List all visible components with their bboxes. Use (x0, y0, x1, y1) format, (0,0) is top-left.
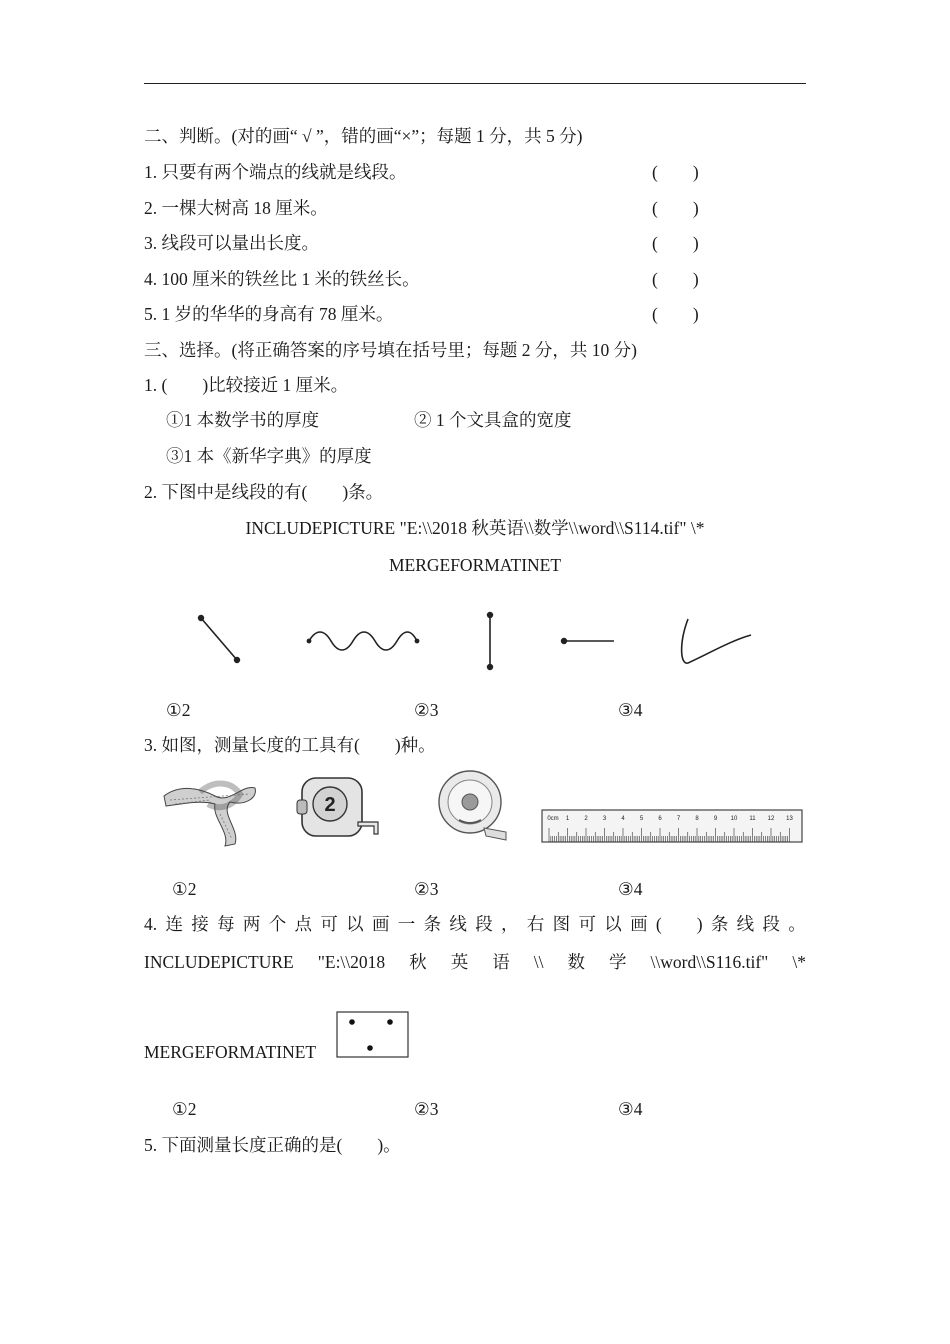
q2-figure-lines (190, 605, 770, 680)
judge-item-3: 3. 线段可以量出长度。 (144, 233, 319, 253)
q4-option-2[interactable]: ②3 (414, 1099, 439, 1119)
q4-include-word: 英 (450, 952, 469, 972)
q4-include-word: 学 (608, 952, 627, 972)
q4-stem-word: 一 (397, 914, 416, 934)
q1-option-2[interactable]: ② 1 个文具盒的宽度 (414, 410, 572, 430)
q4-stem-word: 。 (788, 914, 806, 934)
q2-mergeformat-field: MERGEFORMATINET (388, 555, 562, 575)
ruler-number: 13 (786, 816, 793, 822)
q4-stem-word: 两 (242, 914, 261, 934)
q5-stem: 5. 下面测量长度正确的是( )。 (144, 1135, 401, 1155)
soft-tape-measure-image (160, 774, 260, 850)
judge-answer-4[interactable]: ( ) (652, 269, 699, 289)
q4-include-word: \\word\\S116.tif" (650, 952, 769, 972)
q2-option-1[interactable]: ①2 (166, 700, 191, 720)
tape-measure-label: 2 (324, 794, 336, 816)
ruler-number: 9 (713, 816, 718, 822)
q4-include-word: \* (792, 952, 806, 972)
ruler-number: 1 (565, 816, 570, 822)
choose-heading: 三、选择。(将正确答案的序号填在括号里；每题 2 分，共 10 分) (144, 340, 637, 360)
ruler-number: 4 (621, 816, 625, 822)
judge-answer-2[interactable]: ( ) (652, 198, 699, 218)
q4-stem-word: 可 (578, 914, 596, 934)
header-rule (144, 83, 806, 84)
q4-stem-word: 以 (346, 914, 364, 934)
ruler-number: 0cm (547, 816, 559, 822)
judge-item-5: 5. 1 岁的华华的身高有 78 厘米。 (144, 304, 394, 324)
line-segment-figure (199, 616, 240, 663)
q4-option-1[interactable]: ①2 (172, 1099, 197, 1119)
wavy-curve-figure (307, 632, 420, 650)
ruler-number: 7 (676, 816, 681, 822)
q4-stem-word: 以 (604, 914, 622, 934)
q4-stem-word: 个 (268, 914, 287, 934)
q4-mergeformat-field: MERGEFORMATINET (144, 1042, 317, 1062)
q4-stem-word: ， (501, 914, 519, 934)
ruler-number: 11 (749, 816, 756, 822)
q3-option-2[interactable]: ②3 (414, 879, 439, 899)
ruler-number: 3 (602, 816, 607, 822)
q4-stem-word: 段 (475, 914, 493, 934)
q4-stem-word: 线 (449, 914, 467, 934)
q3-option-1[interactable]: ①2 (172, 879, 197, 899)
q4-stem-word: 可 (320, 914, 338, 934)
ruler-number: 6 (658, 816, 662, 822)
judge-item-1: 1. 只要有两个端点的线就是线段。 (144, 162, 407, 182)
ruler-number: 5 (639, 816, 644, 822)
ruler-number: 10 (730, 816, 738, 822)
judge-answer-1[interactable]: ( ) (652, 162, 699, 182)
judge-heading: 二、判断。(对的画“ √ ”，错的画“×”；每题 1 分，共 5 分) (144, 126, 583, 146)
q4-stem-word: 图 (552, 914, 571, 934)
q4-include-word: INCLUDEPICTURE (144, 952, 294, 972)
q4-includepicture-field (144, 951, 806, 973)
judge-item-2: 2. 一棵大树高 18 厘米。 (144, 198, 328, 218)
q4-stem-word: 连 (165, 914, 183, 934)
q4-option-3[interactable]: ③4 (618, 1099, 643, 1119)
ruler-number: 2 (584, 816, 588, 822)
q4-include-word: 语 (492, 952, 510, 972)
q4-stem-word: 点 (294, 914, 312, 934)
ray-figure (562, 639, 614, 644)
q4-stem-word: ( ) (655, 914, 703, 934)
q2-option-2[interactable]: ②3 (414, 700, 439, 720)
q4-stem-word: 段 (762, 914, 780, 934)
q1-stem: 1. ( )比较接近 1 厘米。 (144, 375, 349, 395)
round-tape-measure-image (434, 766, 514, 844)
q4-include-word: "E:\\2018 (317, 952, 386, 972)
judge-answer-5[interactable]: ( ) (652, 304, 699, 324)
q4-stem-word: 线 (736, 914, 755, 934)
q4-stem-word: 4. (144, 914, 158, 934)
tape-measure-image (294, 774, 390, 844)
q2-includepicture-field: INCLUDEPICTURE "E:\\2018 秋英语\\数学\\word\\S114.tif" \* (245, 518, 705, 538)
q3-stem: 3. 如图，测量长度的工具有( )种。 (144, 735, 436, 755)
q4-include-word: 数 (567, 952, 585, 972)
q1-option-3[interactable]: ③1 本《新华字典》的厚度 (166, 446, 372, 466)
ruler-image (541, 809, 803, 843)
curved-line-figure (682, 619, 751, 663)
q4-stem (144, 913, 806, 935)
q4-stem-word: 条 (710, 914, 729, 934)
q4-include-word: 秋 (409, 952, 427, 972)
q4-stem-word: 右 (526, 914, 545, 934)
q1-option-1[interactable]: ①1 本数学书的厚度 (166, 410, 320, 430)
q2-option-3[interactable]: ③4 (618, 700, 643, 720)
q4-dots-figure (336, 1011, 410, 1059)
q4-stem-word: 画 (371, 914, 390, 934)
q4-stem-word: 画 (630, 914, 648, 934)
q4-stem-word: 条 (423, 914, 442, 934)
q4-stem-word: 接 (191, 914, 209, 934)
q2-stem: 2. 下图中是线段的有( )条。 (144, 482, 384, 502)
ruler-number: 8 (695, 816, 699, 822)
vertical-segment-figure (488, 613, 493, 670)
ruler-number: 12 (767, 816, 775, 822)
judge-item-4: 4. 100 厘米的铁丝比 1 米的铁丝长。 (144, 269, 420, 289)
q4-stem-word: 每 (217, 914, 235, 934)
judge-answer-3[interactable]: ( ) (652, 233, 699, 253)
q3-option-3[interactable]: ③4 (618, 879, 643, 899)
q4-include-word: \\ (533, 952, 544, 972)
